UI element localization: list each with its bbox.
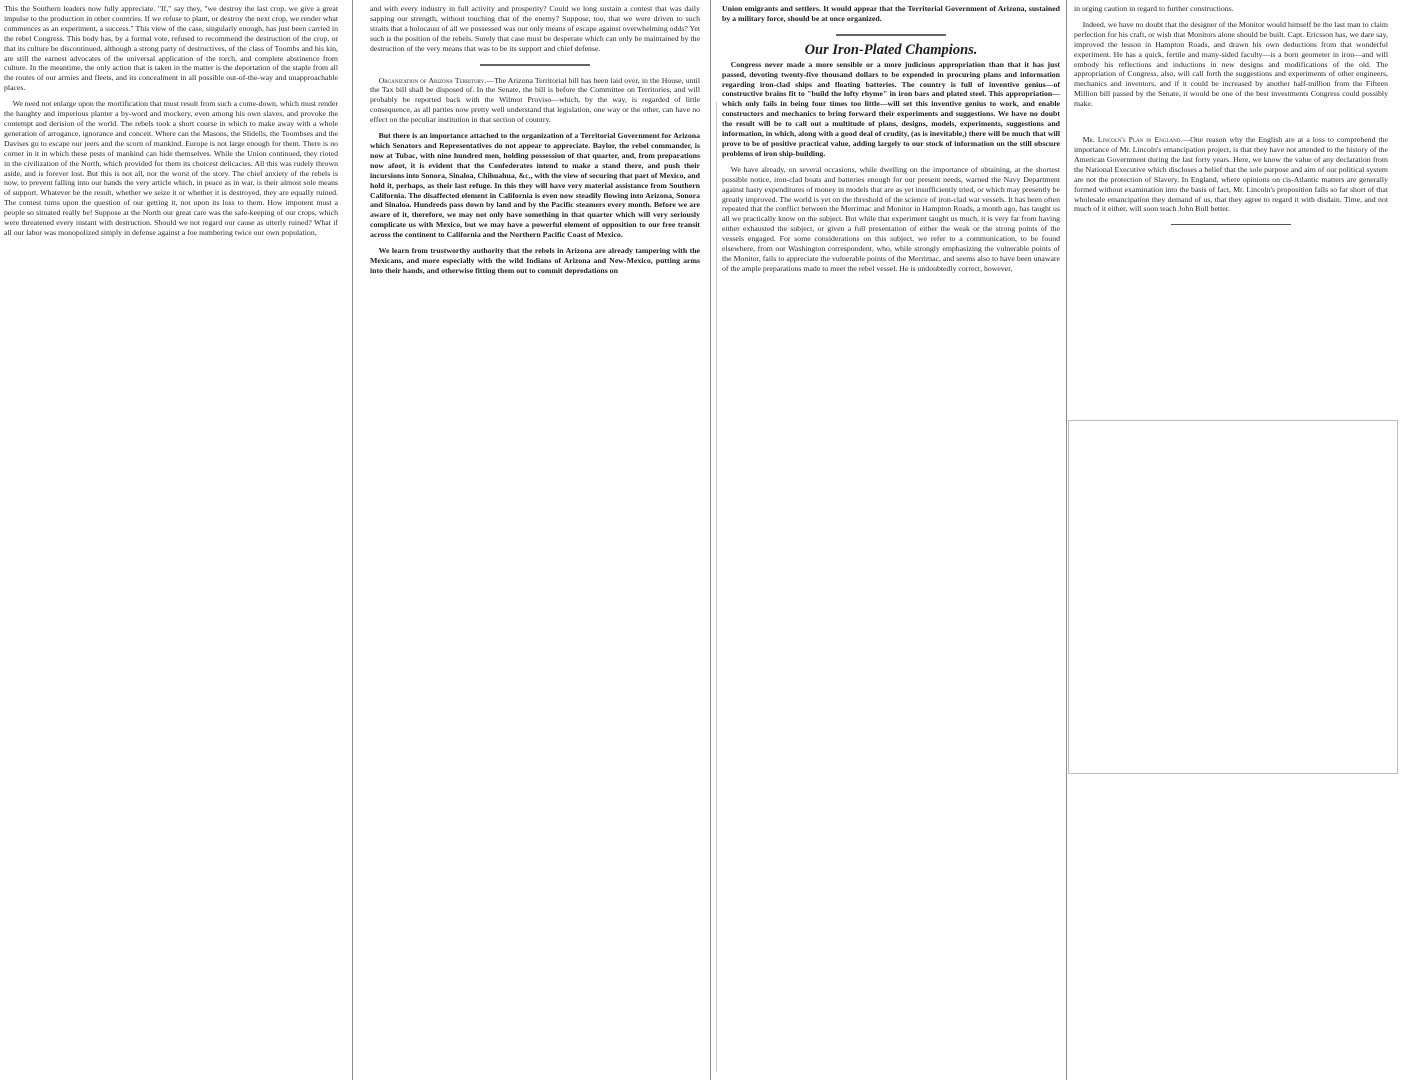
- paragraph: We learn from trustworthy authority that the rebels in Arizona are already tampering with the Mexicans, and more especially with the wild Indians of Arizona and New-Mexico, putting arms into their hands, and otherwise fitting them out to commit depredations on: [370, 246, 700, 275]
- column-rule: [1066, 0, 1067, 1080]
- paragraph: But there is an importance attached to the organization of a Territorial Government for Arizona which Senators and Representatives do not appear to appreciate. Baylor, the rebel commander, is now at Tubac, with nine hundred men, holding possession of that quarter, and, from preparations now afoot, it is evident that the Confederates intend to make a stand there, and push their incursions into Sonora, Sinaloa, Chihuahua, &c., with the view of securing that part of Mexico, and hold it, perhaps, as their last refuge. In this they will have very material assistance from Southern California. The disaffected element in California is even now steadily flowing into Arizona, Sonora and Sinaloa. Hundreds pass down by land and by the Pacific steamers every month. Before we are aware of it, therefore, we may not only have something in that quarter which will very seriously complicate us with Mexico, but we may have a powerful element of opposition to our free transit across the continent to California and the Northern Pacific Coast of Mexico.: [370, 131, 700, 240]
- article-lead: Organization of Arizona Territory.: [378, 75, 487, 85]
- column-rule: [710, 0, 711, 1080]
- paragraph: We need not enlarge upon the mortification that must result from such a come-down, which must render the haughty and imperious planter a by-word and mockery, even among his own slaves, and provoke the contempt and derision of the world. The rebels took a short course in which to make away with a whole generation of arrogance, ignorance and conceit. Where can the Masons, the Slidells, the Toombses and the Davises go to escape our jeers and the scorn of mankind. Europe is not large enough for them. There is no corner in it in which these pests of mankind can hide themselves. While the Union continued, they rioted in the civilization of the North, which provided for them its choicest delicacies. All this was rudely thrown aside, and is forever lost. But this is not all, nor the worst of the story. The chief anxiety of the rebels is now, to prevent falling into our hands the very article which, in peace as in war, is their almost sole means of support. Whatever be the result, whether we seize it or whether it is destroyed, they are equally ruined. The contest turns upon the question of our getting it, not upon its loss to them. How impotent must a people so situated really be! Suppose at the North our great care was the safe-keeping of our crops, which were threatened every instant with destruction. Should we not regard our cause as utterly ruined? What if all our labor was monopolized simply in defense against a foe numbering twice our own population,: [4, 99, 338, 237]
- paragraph: We have already, on several occasions, while dwelling on the importance of obtaining, at the shortest possible notice, iron-clad boats and batteries enough for our present needs, warned the Navy Department against hasty expenditures of money in models that are as yet insufficiently tried, or which may presently be greatly improved. The world is yet on the threshold of the science of iron-clad war vessels. It has been often repeated that the conflict between the Merrimac and Monitor in Hampton Roads, a month ago, has taught us all we practically know on the subject. But while that experiment taught us much, it is very far from having either exhausted the subject, or given a full presentation of either the weak or the strong points of the vessels engaged. For some considerations on this subject, we refer to a communication, to be found elsewhere, from our Washington correspondent, who, while strongly emphasizing the vulnerable points of the Monitor, fails to appreciate the vulnerable points of the Merrimac, and seems also to have been unaware of the ample preparations made to meet the rebel vessel. He is undoubtedly correct, however,: [722, 164, 1060, 273]
- article-arizona: [370, 76, 700, 126]
- section-divider: [836, 34, 946, 36]
- paragraph: —One reason why the English are at a loss to comprehend the importance of Mr. Lincoln's emancipation project, is that they have not attended to the history of the American Government during the last forty years. Here, we know the value of any declaration from the National Executive which discloses a belief that the sole purpose and aim of our political system are not the protection of Slavery. In England, where opinions on cis-Atlantic matters are generally formed without examination into the basis of fact, Mr. Lincoln's proposition falls so far short of that wholesale emancipation they demand of us, that they agree to regard it with disdain. Time, and not much of it either, will soon teach John Bull better.: [1074, 135, 1389, 214]
- column-rule: [352, 0, 353, 1080]
- column-3: [722, 4, 1060, 1080]
- column-1: [4, 4, 338, 1080]
- article-lincoln: [1074, 135, 1388, 214]
- section-divider: [1171, 224, 1291, 225]
- article-heading: Our Iron-Plated Champions.: [804, 41, 978, 58]
- article-lead: Mr. Lincoln's Plan in England.: [1082, 135, 1183, 145]
- section-divider: [480, 64, 590, 66]
- paragraph: Congress never made a more sensible or a more judicious appropriation than that it has just passed, devoting twenty-five thousand dollars to be expended in procuring plans and information regarding iron-clad ships and floating batteries. The country is full of inventive genius—of constructive brains fit to "build the lofty rhyme" in iron bars and plated steel. This appropriation—which only fails in being four times too little—will set this inventive genius to work, and enable constructors and mechanics to bring forward their experiments and suggestions. We have no doubt the result will be to call out a multitude of plans, designs, models, experiments, suggestions and information, in which, along with a good deal of crudity, (as is inevitable,) there will be much that will prove to be of positive practical value, adding largely to our stock of information on the still obscure problems of iron ship-building.: [722, 59, 1060, 158]
- column-4: [1074, 4, 1388, 1080]
- paragraph: Union emigrants and settlers. It would appear that the Territorial Government of Arizona, sustained by a military force, should be at once organized.: [722, 4, 1060, 23]
- paragraph: —The Arizona Territorial bill has been laid over, in the House, until the Tax bill shall be disposed of. In the Senate, the bill is before the Committee on Territories, and will probably be reported back with the Wilmot Proviso—which, by the way, is regarded of little consequence, as all parties now pretty well understand that legislation, one way or the other, can have no effect on the peculiar institution in that section of country.: [370, 75, 701, 125]
- paragraph: Indeed, we have no doubt that the designer of the Monitor would himself be the last man to claim perfection for his craft, or wish that Monitors alone should be built. Capt. Ericsson has, we dare say, improved the lesson in Hampton Roads, and drawn his own deductions from that wonderful experiment. He has a quick, fertile and many-sided faculty—is a born geometer in iron—and will embody his reflections and inductions in new designs and modifications of the old. The appropriation of Congress, also, will call forth the suggestions and experiments of other engineers, mechanics and inventors, and if it could be increased by another half-million from the Fifteen Million bill passed by the Senate, it would be one of the best investments Congress could possibly make.: [1074, 19, 1388, 109]
- paragraph: in urging caution in regard to further constructions.: [1074, 4, 1234, 13]
- paragraph: This the Southern leaders now fully appreciate. "If," say they, "we destroy the last crop, we give a great impulse to the production in other countries. If we refuse to plant, or destroy the next crop, we render what commences as an experiment, a success." This view of the case, singularly enough, has just been carried in the rebel Congress. This body has, by a formal vote, refused to recommend the destruction of the crop, or that its culture be discontinued, although a strong party of destructives, of the class of Toombs and his kin, are still the earnest advocates of the universal application of the torch, and complete abstinence from culture. In the meantime, the only action that is taken in the matter is the deportation of the staple from all the routes of our armies and fleets, and its concealment in all possible out-of-the-way and unapproachable places.: [4, 4, 338, 93]
- paragraph: and with every industry in full activity and prosperity? Could we long sustain a contest that was daily sapping our strength, without touching that of the enemy? Suppose, too, that we were driven to such straits that a holocaust of all we possessed was our only means of escape against overwhelming odds? Yet such is the position of the rebels. Surely that case must be desperate which can only be maintained by the destruction of the very means that was to be its support and chief defense.: [370, 4, 700, 53]
- column-2: [370, 4, 700, 1080]
